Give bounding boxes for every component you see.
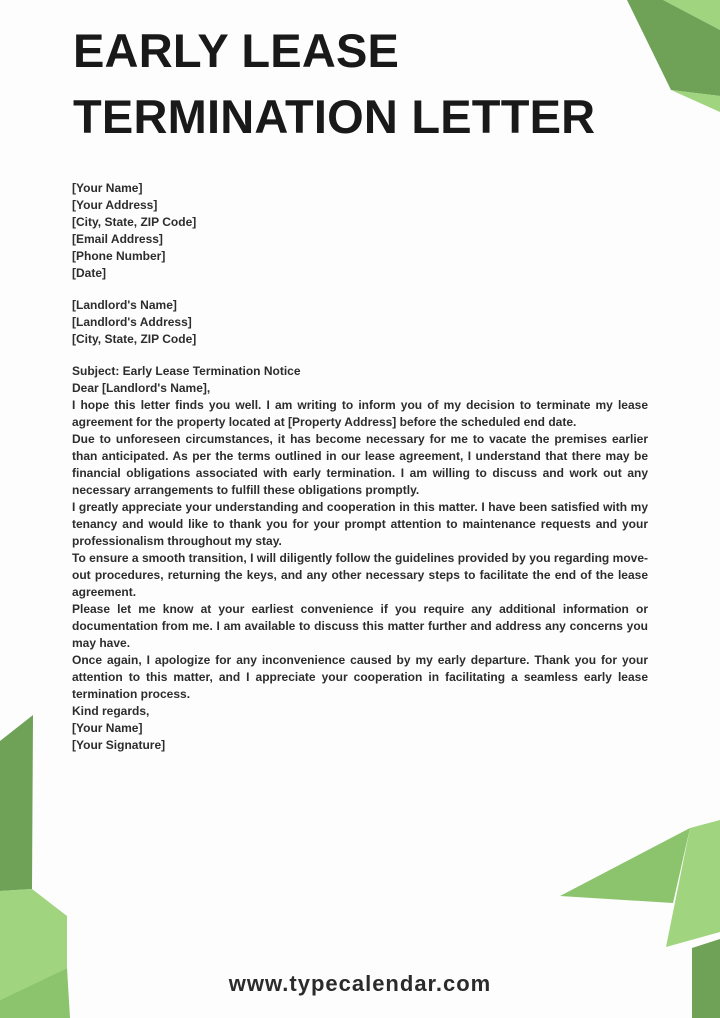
letter-paragraph: Once again, I apologize for any inconvenience caused by my early departure. Thank you for your attention to this matter, and I appreciate your cooperation in facilitating a seamless early lease termination process. xyxy=(72,653,648,701)
sender-address-line: [Your Address] xyxy=(72,198,158,212)
letter-body xyxy=(72,180,648,769)
salutation-line: Dear [Landlord's Name], xyxy=(72,381,211,395)
corner-bottom-right-medium-facet-icon xyxy=(560,828,690,903)
page-title-line1: EARLY LEASE xyxy=(73,24,400,77)
sender-address-line: [Phone Number] xyxy=(72,249,166,263)
signature-line: [Your Signature] xyxy=(72,738,166,752)
letter-paragraph: I hope this letter finds you well. I am writing to inform you of my decision to terminate my lease agreement for the property located at [Property Address] before the scheduled end date. xyxy=(72,398,648,429)
corner-bottom-left-dark-facet-icon xyxy=(0,715,33,891)
letter-paragraph: I greatly appreciate your understanding and cooperation in this matter. I have been satisfied with my tenancy and would like to thank you for your prompt attention to maintenance requests and your professionalism throughout my stay. xyxy=(72,500,648,548)
recipient-address-line: [City, State, ZIP Code] xyxy=(72,332,197,346)
signature-block xyxy=(72,720,648,754)
closing-line: Kind regards, xyxy=(72,704,150,718)
letter-paragraph: Due to unforeseen circumstances, it has become necessary for me to vacate the premises earlier than anticipated. As per the terms outlined in our lease agreement, I understand that there may be financial obligations associated with early termination. I am willing to discuss and work out any necessary arrangements to fulfill these obligations promptly. xyxy=(72,432,648,497)
recipient-address-line: [Landlord's Address] xyxy=(72,315,192,329)
corner-top-right-light-sliver-icon xyxy=(671,90,720,112)
sender-address-line: [Email Address] xyxy=(72,232,163,246)
page-title xyxy=(73,18,595,150)
corner-bottom-right-light-facet-icon xyxy=(666,820,720,947)
sender-address-line: [City, State, ZIP Code] xyxy=(72,215,197,229)
sender-address-line: [Your Name] xyxy=(72,181,143,195)
recipient-address-block xyxy=(72,297,648,348)
letter-paragraph: To ensure a smooth transition, I will diligently follow the guidelines provided by you regarding move-out procedures, returning the keys, and any other necessary steps to facilitate the end of the lease agreement. xyxy=(72,551,648,599)
corner-top-right-light-facet-icon xyxy=(663,0,720,30)
recipient-address-line: [Landlord's Name] xyxy=(72,298,177,312)
letter-paragraphs xyxy=(72,397,648,703)
corner-top-right-dark-facet-icon xyxy=(627,0,720,96)
sender-address-line: [Date] xyxy=(72,266,107,280)
sender-address-block xyxy=(72,180,648,282)
page-title-line2: TERMINATION LETTER xyxy=(73,90,596,143)
subject-line: Subject: Early Lease Termination Notice xyxy=(72,364,301,378)
letter-paragraph: Please let me know at your earliest convenience if you require any additional information or documentation from me. I am available to discuss this matter further and address any concerns you may have. xyxy=(72,602,648,650)
signature-line: [Your Name] xyxy=(72,721,143,735)
footer-website-url: www.typecalendar.com xyxy=(228,971,492,996)
